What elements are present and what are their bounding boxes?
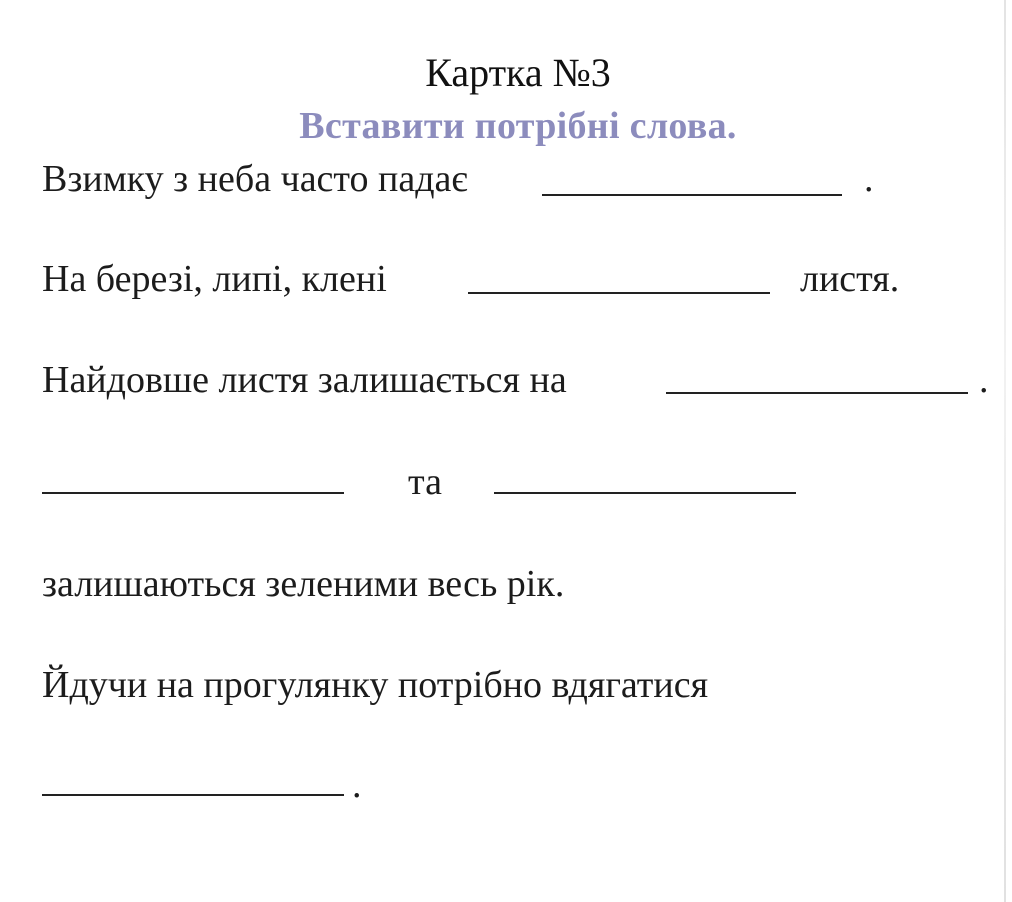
sentence-2-ending: листя. (800, 258, 900, 300)
card-title: Картка №3 (425, 50, 611, 95)
sentence-5-period: . (352, 764, 362, 806)
sentence-1-blank[interactable] (542, 194, 842, 196)
card-instruction: Вставити потрібні слова. (299, 105, 737, 147)
sentence-3-period: . (979, 359, 989, 401)
sentence-4-blank-1[interactable] (42, 492, 344, 494)
sentence-5-text: Йдучи на прогулянку потрібно вдягатися (42, 664, 709, 706)
sentence-4-conjunction: та (408, 461, 442, 503)
sentence-3-text: Найдовше листя залишається на (42, 359, 567, 401)
sentence-2-text: На березі, липі, клені (42, 258, 387, 300)
sentence-4-continuation: залишаються зеленими весь рік. (42, 563, 565, 605)
sentence-3-blank[interactable] (666, 392, 968, 394)
sentence-5-blank[interactable] (42, 794, 344, 796)
sentence-1-text: Взимку з неба часто падає (42, 158, 468, 200)
sentence-4-blank-2[interactable] (494, 492, 796, 494)
sentence-2-blank[interactable] (468, 292, 770, 294)
sentence-1-period: . (864, 158, 874, 200)
